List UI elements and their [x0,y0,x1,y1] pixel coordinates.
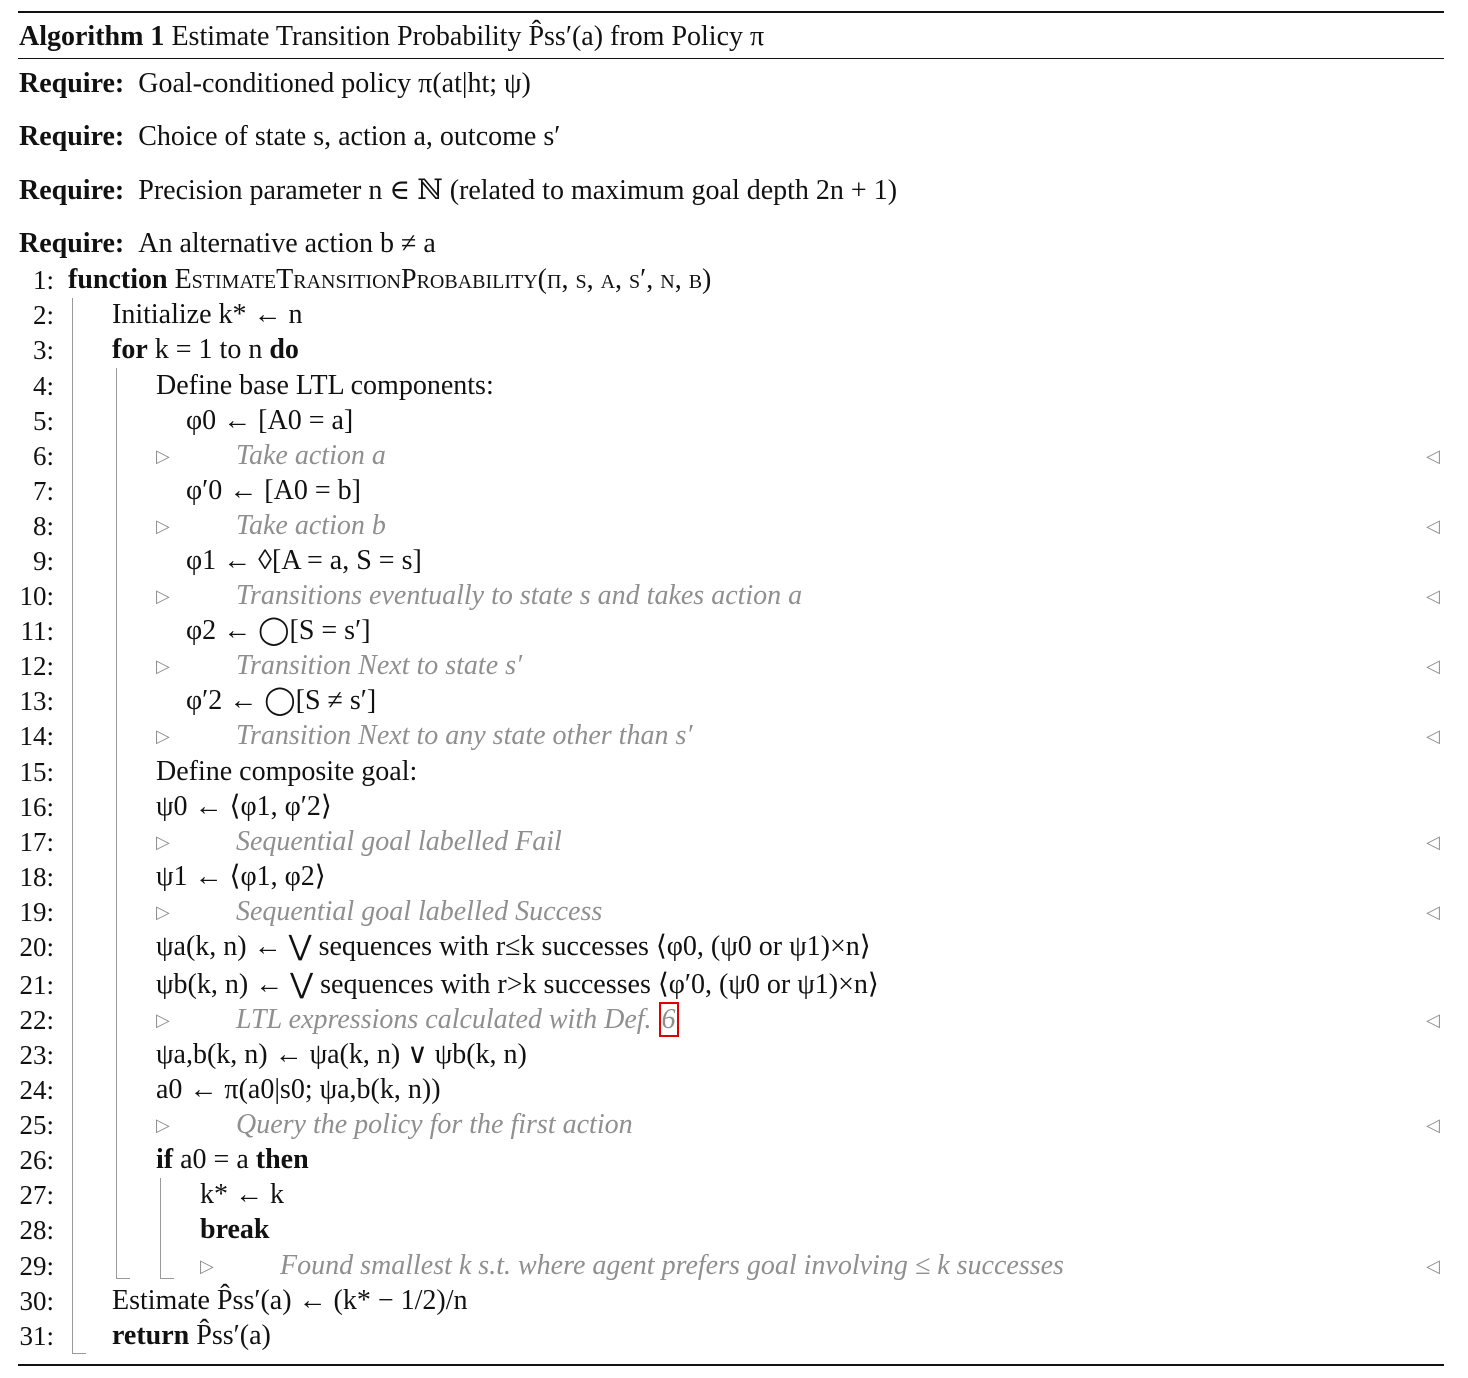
line-text: a0 ← π(a0|s0; ψa,b(k, n)) [156,1074,441,1105]
require-keyword: Require: [19,228,125,259]
function-scope-bar [72,298,73,1354]
comment-text: Transitions eventually to state s and takes action a [236,580,803,611]
require-line [19,173,897,209]
line-text: ψa(k, n) ← ⋁ sequences with r≤k successes ⟨φ0, (ψ0 or ψ1)×n⟩ [156,931,871,962]
line-number: 14: [19,721,54,751]
line-number: 11: [20,616,54,646]
require-line [19,119,560,155]
line-number: 13: [19,686,54,716]
code-line [156,860,326,894]
comment-right-icon: ◁ [1426,1115,1440,1135]
line-number: 12: [19,651,54,681]
bottom-rule [18,1364,1444,1366]
if-scope-end [160,1278,174,1279]
require-keyword: Require: [19,68,125,99]
keyword: function [68,264,168,295]
for-scope-end [116,1278,130,1279]
require-line [19,66,531,102]
algorithm-label: Algorithm 1 [19,21,165,52]
comment-text: Sequential goal labelled Success [236,896,603,927]
line-number: 10: [19,581,54,611]
require-text: Choice of state s, action a, outcome s′ [138,121,561,152]
line-number: 19: [19,897,54,927]
line-number: 9: [32,546,54,576]
line-text: ψa,b(k, n) ← ψa(k, n) ∨ ψb(k, n) [156,1039,527,1070]
comment-right-icon: ◁ [1426,656,1440,676]
line-number: 15: [19,757,54,787]
comment-text: Sequential goal labelled Fail [236,826,562,857]
comment-right-icon: ◁ [1426,586,1440,606]
line-text: ψ1 ← ⟨φ1, φ2⟩ [156,861,326,892]
line-number: 4: [32,371,54,401]
line-text: Initialize k* ← n [112,299,303,330]
code-line [156,1038,527,1072]
line-number: 8: [32,511,54,541]
code-line [156,1073,441,1107]
comment-text: Take action a [236,440,386,471]
comment-left-icon: ▷ [156,1115,170,1135]
line-number: 3: [32,335,54,365]
line-number: 29: [19,1251,54,1281]
line-number: 28: [19,1215,54,1245]
line-text: a0 = a [180,1144,249,1175]
require-line [19,226,436,262]
line-text: k* ← k [200,1179,284,1210]
comment-right-icon: ◁ [1426,1010,1440,1030]
top-rule [18,11,1444,13]
caption-rule [18,58,1444,59]
code-line [186,404,353,438]
line-number: 7: [32,476,54,506]
function-scope-end [72,1353,86,1354]
comment-text: Query the policy for the first action [236,1109,633,1140]
comment-left-icon: ▷ [156,446,170,466]
code-line [112,333,299,367]
keyword: for [112,334,148,365]
line-text: Define composite goal: [156,756,418,787]
comment-right-icon: ◁ [1426,832,1440,852]
line-text: φ2 ← ◯[S = s′] [186,615,371,646]
for-scope-bar [116,368,117,1279]
line-number: 25: [19,1110,54,1140]
code-line [156,369,494,403]
if-scope-bar [160,1178,161,1279]
line-number: 22: [19,1005,54,1035]
line-number: 26: [19,1145,54,1175]
code-line [112,1284,468,1318]
code-line [156,1143,309,1177]
line-number: 17: [19,827,54,857]
line-number: 21: [19,970,54,1000]
code-line [200,1213,270,1247]
code-line [186,614,371,648]
keyword: if [156,1144,174,1175]
comment-right-icon: ◁ [1426,516,1440,536]
keyword: break [200,1214,270,1245]
comment-left-icon: ▷ [156,586,170,606]
line-text: ψ0 ← ⟨φ1, φ′2⟩ [156,791,332,822]
line-text: φ0 ← [A0 = a] [186,405,354,436]
line-number: 31: [19,1321,54,1351]
keyword: return [112,1320,190,1351]
comment-left-icon: ▷ [156,832,170,852]
require-keyword: Require: [19,121,125,152]
algorithm-caption [19,19,1439,55]
code-line [186,474,361,508]
code-line [156,790,332,824]
line-number: 27: [19,1180,54,1210]
line-number: 24: [19,1075,54,1105]
code-line [156,968,879,1002]
line-number: 18: [19,862,54,892]
line-text: EstimateTransitionProbability(π, s, a, s′, n, b) [174,264,712,295]
line-number: 2: [32,300,54,330]
code-line [156,930,871,964]
code-line [112,298,303,332]
comment-text: Transition Next to state s′ [236,650,523,681]
line-text: ψb(k, n) ← ⋁ sequences with r>k successes ⟨φ′0, (ψ0 or ψ1)×n⟩ [156,969,879,1000]
code-line [112,1319,271,1353]
comment-text [236,1003,679,1037]
comment-body: LTL expressions calculated with Def. [236,1004,652,1035]
comment-left-icon: ▷ [156,1010,170,1030]
comment-text: Transition Next to any state other than s′ [236,720,693,751]
require-keyword: Require: [19,175,125,206]
comment-right-icon: ◁ [1426,1256,1440,1276]
line-text: φ′0 ← [A0 = b] [186,475,361,506]
comment-left-icon: ▷ [156,902,170,922]
comment-right-icon: ◁ [1426,446,1440,466]
comment-text: Found smallest k s.t. where agent prefers goal involving ≤ k successes [280,1250,1064,1281]
line-number: 1: [32,265,54,295]
code-line [200,1178,284,1212]
code-line [186,544,422,578]
line-number: 23: [19,1040,54,1070]
comment-right-icon: ◁ [1426,902,1440,922]
line-text: k = 1 to n [154,334,263,365]
line-text: φ1 ← ◊[A = a, S = s] [186,545,422,576]
code-line [68,263,711,297]
require-text: An alternative action b ≠ a [138,228,436,259]
comment-right-icon: ◁ [1426,726,1440,746]
line-text: Define base LTL components: [156,370,494,401]
keyword-end: then [255,1144,309,1175]
require-text: Goal-conditioned policy π(at|ht; ψ) [138,68,531,99]
comment-left-icon: ▷ [156,516,170,536]
comment-left-icon: ▷ [200,1256,214,1276]
code-line [156,755,417,789]
definition-reference-link[interactable]: 6 [659,1002,679,1037]
comment-text: Take action b [236,510,386,541]
line-text: Estimate P̂ss′(a) ← (k* − 1/2)/n [112,1285,468,1316]
line-text: φ′2 ← ◯[S ≠ s′] [186,685,377,716]
comment-left-icon: ▷ [156,726,170,746]
algorithm-title: Estimate Transition Probability P̂ss′(a) from Policy π [171,21,765,52]
keyword-end: do [269,334,299,365]
code-line [186,684,376,718]
line-number: 16: [19,792,54,822]
line-number: 20: [19,932,54,962]
line-number: 5: [32,406,54,436]
line-number: 6: [32,441,54,471]
line-text: P̂ss′(a) [196,1320,271,1351]
require-text: Precision parameter n ∈ ℕ (related to maximum goal depth 2n + 1) [138,175,898,206]
line-number: 30: [19,1286,54,1316]
comment-left-icon: ▷ [156,656,170,676]
